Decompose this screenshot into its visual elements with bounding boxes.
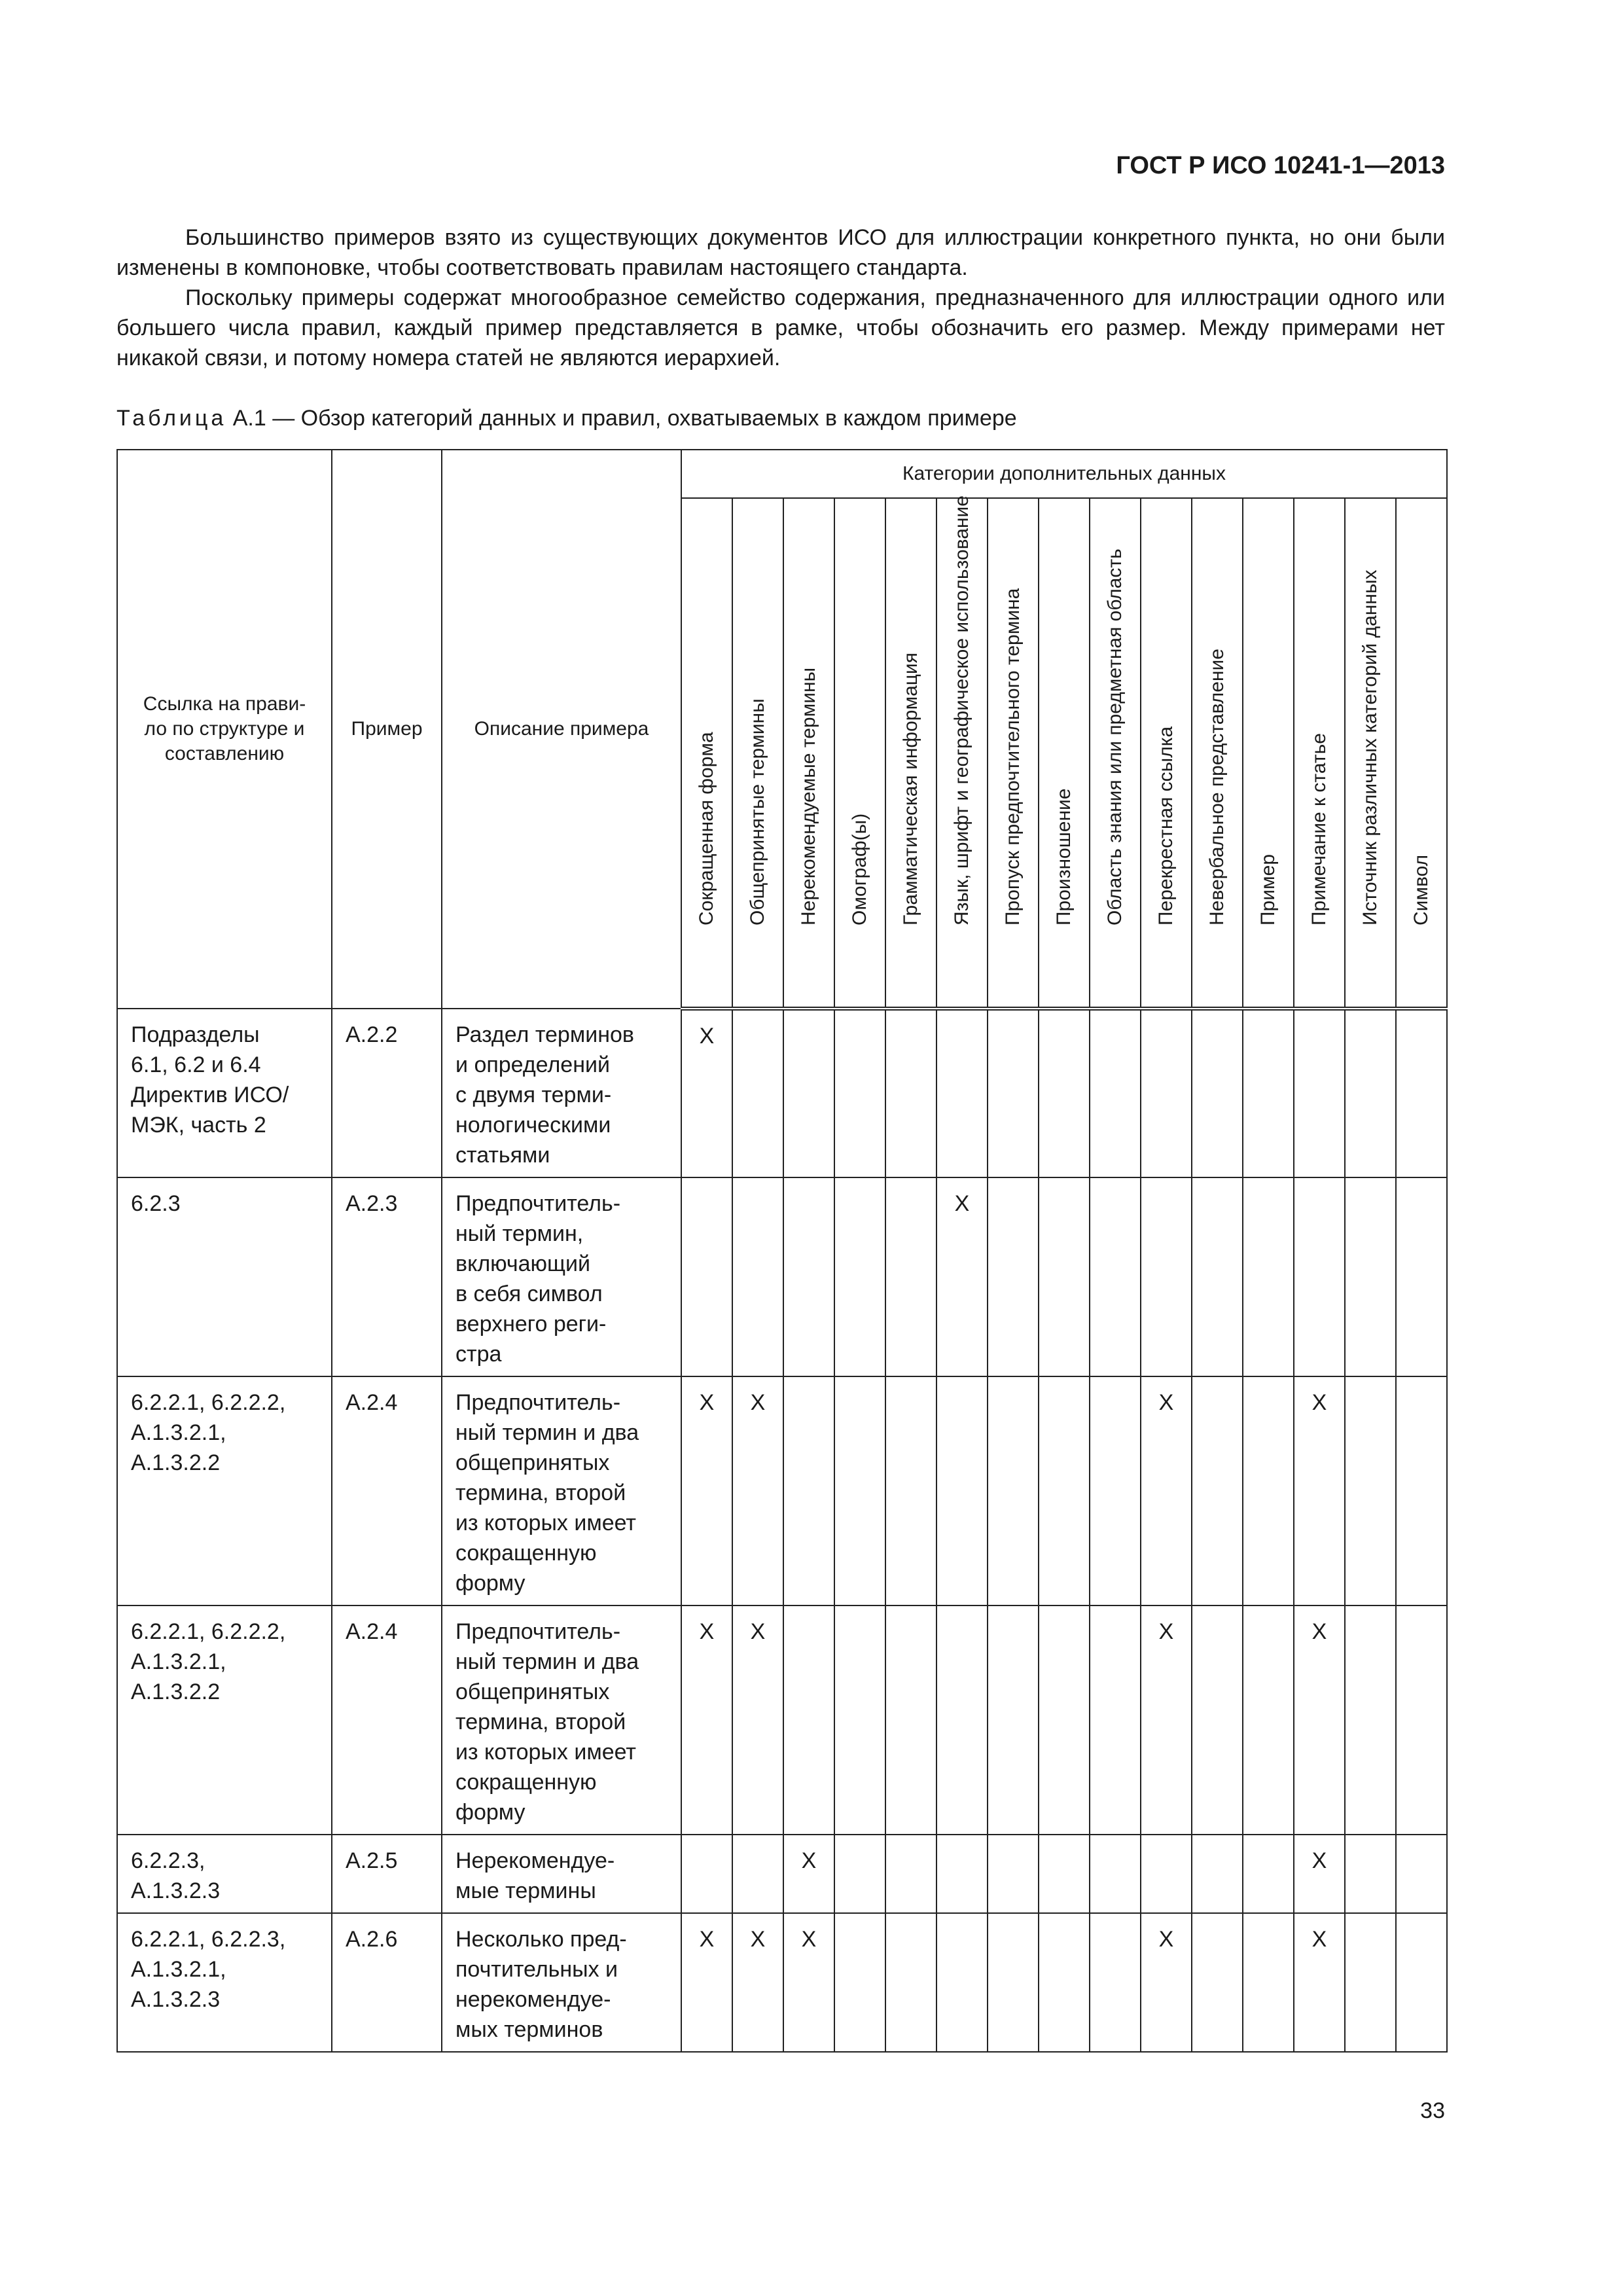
check-mark: X xyxy=(699,1619,715,1644)
category-mark-cell xyxy=(834,1177,885,1376)
cell-reference: Подразделы 6.1, 6.2 и 6.4 Директив ИСО/ МЭК, часть 2 xyxy=(117,1009,332,1177)
category-mark-cell xyxy=(1039,1605,1090,1835)
category-header-label: Пример xyxy=(1257,854,1279,925)
category-mark-cell xyxy=(1141,1605,1192,1835)
table-row xyxy=(117,1177,1447,1376)
category-header-label: Грамматическая информация xyxy=(900,653,921,925)
category-mark-cell xyxy=(1243,1835,1294,1913)
category-mark-cell xyxy=(1141,1177,1192,1376)
table-caption xyxy=(116,406,1017,431)
category-mark-cell xyxy=(885,1835,936,1913)
category-mark-cell xyxy=(1345,1009,1396,1177)
category-mark-cell xyxy=(783,1835,834,1913)
cell-reference: 6.2.2.1, 6.2.2.2, А.1.3.2.1, А.1.3.2.2 xyxy=(117,1376,332,1605)
category-header xyxy=(783,498,834,1009)
intro-text xyxy=(116,223,1445,373)
category-mark-cell xyxy=(834,1605,885,1835)
category-header xyxy=(936,495,988,1009)
page-number: 33 xyxy=(1420,2098,1445,2123)
category-mark-cell xyxy=(834,1835,885,1913)
category-mark-cell xyxy=(1294,1177,1345,1376)
category-mark-cell xyxy=(885,1376,936,1605)
category-mark-cell xyxy=(1396,1177,1447,1376)
check-mark: X xyxy=(954,1191,970,1216)
category-header xyxy=(732,498,783,1009)
category-mark-cell xyxy=(1039,1376,1090,1605)
category-mark-cell xyxy=(1396,1009,1447,1177)
cell-description: Предпочтитель- ный термин и два общепринятых термина, второй из которых имеет сокращенную форму xyxy=(442,1376,681,1605)
category-header xyxy=(1294,498,1345,1009)
column-group-header: Категории дополнительных данных xyxy=(681,450,1447,498)
category-header xyxy=(1039,498,1090,1009)
category-mark-cell xyxy=(1192,1376,1243,1605)
category-mark-cell xyxy=(1039,1009,1090,1177)
check-mark: X xyxy=(750,1619,766,1644)
category-mark-cell xyxy=(1039,1835,1090,1913)
category-header xyxy=(1243,498,1294,1009)
category-mark-cell xyxy=(1039,1177,1090,1376)
check-mark: X xyxy=(1311,1848,1327,1873)
category-mark-cell xyxy=(988,1835,1039,1913)
table-row xyxy=(117,1913,1447,2052)
categories-table xyxy=(116,449,1448,2053)
category-mark-cell xyxy=(1345,1835,1396,1913)
category-mark-cell xyxy=(988,1605,1039,1835)
category-mark-cell xyxy=(1039,1913,1090,2052)
cell-description: Предпочтитель- ный термин, включающий в себя символ верхнего реги- стра xyxy=(442,1177,681,1376)
category-header-label: Перекрестная ссылка xyxy=(1155,726,1177,925)
category-mark-cell xyxy=(1141,1913,1192,2052)
category-mark-cell xyxy=(1396,1605,1447,1835)
category-mark-cell xyxy=(681,1376,732,1605)
cell-reference: 6.2.2.1, 6.2.2.3, А.1.3.2.1, А.1.3.2.3 xyxy=(117,1913,332,2052)
category-mark-cell xyxy=(885,1605,936,1835)
category-mark-cell xyxy=(1141,1009,1192,1177)
category-mark-cell xyxy=(732,1376,783,1605)
category-mark-cell xyxy=(834,1913,885,2052)
category-mark-cell xyxy=(936,1835,988,1913)
category-mark-cell xyxy=(1090,1835,1141,1913)
category-mark-cell xyxy=(936,1605,988,1835)
category-mark-cell xyxy=(783,1376,834,1605)
category-mark-cell xyxy=(936,1376,988,1605)
cell-example: А.2.3 xyxy=(332,1177,442,1376)
category-mark-cell xyxy=(1345,1605,1396,1835)
category-mark-cell xyxy=(1294,1605,1345,1835)
category-mark-cell xyxy=(1090,1376,1141,1605)
category-mark-cell xyxy=(834,1009,885,1177)
category-mark-cell xyxy=(1294,1913,1345,2052)
category-mark-cell xyxy=(988,1177,1039,1376)
category-mark-cell xyxy=(885,1913,936,2052)
column-header-reference: Ссылка на прави- ло по структуре и составлению xyxy=(117,450,332,1009)
category-header xyxy=(1141,498,1192,1009)
category-header xyxy=(834,498,885,1009)
category-mark-cell xyxy=(1090,1913,1141,2052)
category-header-label: Сокращенная форма xyxy=(696,732,717,925)
category-mark-cell xyxy=(834,1376,885,1605)
table-caption-text: А.1 — Обзор категорий данных и правил, охватываемых в каждом примере xyxy=(226,406,1017,431)
check-mark: X xyxy=(1158,1927,1174,1952)
category-mark-cell xyxy=(1396,1376,1447,1605)
category-mark-cell xyxy=(732,1177,783,1376)
cell-reference: 6.2.3 xyxy=(117,1177,332,1376)
category-mark-cell xyxy=(1345,1177,1396,1376)
category-header-label: Произношение xyxy=(1053,788,1075,925)
category-header xyxy=(1090,498,1141,1009)
category-mark-cell xyxy=(988,1009,1039,1177)
category-mark-cell xyxy=(1294,1835,1345,1913)
category-header xyxy=(681,498,732,1009)
category-mark-cell xyxy=(732,1009,783,1177)
category-mark-cell xyxy=(1141,1835,1192,1913)
check-mark: X xyxy=(699,1024,715,1049)
category-mark-cell xyxy=(732,1605,783,1835)
table-row xyxy=(117,1009,1447,1177)
category-mark-cell xyxy=(783,1913,834,2052)
intro-paragraph-2: Поскольку примеры содержат многообразное семейство содержания, предназначенного для иллюстрации одного или большего числа правил, каждый пример представляется в рамке, чтобы обозначить его размер. Между примерами нет никакой связи, и потому номера статей не являются иерархией. xyxy=(116,285,1445,370)
category-mark-cell xyxy=(936,1177,988,1376)
category-mark-cell xyxy=(1345,1913,1396,2052)
category-mark-cell xyxy=(1243,1177,1294,1376)
category-mark-cell xyxy=(1192,1913,1243,2052)
category-header-label: Источник различных категорий данных xyxy=(1359,569,1381,925)
category-mark-cell xyxy=(681,1605,732,1835)
category-mark-cell xyxy=(1192,1009,1243,1177)
category-header-label: Невербальное представление xyxy=(1206,649,1228,925)
category-mark-cell xyxy=(1192,1177,1243,1376)
category-mark-cell xyxy=(1243,1605,1294,1835)
cell-description: Предпочтитель- ный термин и два общепринятых термина, второй из которых имеет сокращенную форму xyxy=(442,1605,681,1835)
cell-description: Раздел терминов и определений с двумя терми- нологическими статьями xyxy=(442,1009,681,1177)
category-mark-cell xyxy=(1090,1177,1141,1376)
category-header xyxy=(885,498,936,1009)
category-header-label: Область знания или предметная область xyxy=(1104,548,1126,925)
category-mark-cell xyxy=(1090,1605,1141,1835)
intro-paragraph-1: Большинство примеров взято из существующих документов ИСО для иллюстрации конкретного пункта, но они были изменены в компоновке, чтобы соответствовать правилам настоящего стандарта. xyxy=(116,225,1445,280)
category-mark-cell xyxy=(1192,1835,1243,1913)
category-mark-cell xyxy=(783,1605,834,1835)
category-header xyxy=(1396,498,1447,1009)
category-mark-cell xyxy=(885,1177,936,1376)
check-mark: X xyxy=(750,1927,766,1952)
category-mark-cell xyxy=(783,1177,834,1376)
category-mark-cell xyxy=(1243,1913,1294,2052)
category-header-label: Язык, шрифт и географическое использование xyxy=(951,495,972,925)
category-header xyxy=(988,498,1039,1009)
category-mark-cell xyxy=(732,1835,783,1913)
category-mark-cell xyxy=(1141,1376,1192,1605)
category-mark-cell xyxy=(1090,1009,1141,1177)
cell-example: А.2.4 xyxy=(332,1605,442,1835)
category-mark-cell xyxy=(681,1913,732,2052)
category-mark-cell xyxy=(1192,1605,1243,1835)
table-caption-word: Таблица xyxy=(116,406,227,431)
category-header xyxy=(1192,498,1243,1009)
column-header-example: Пример xyxy=(332,450,442,1009)
table-row xyxy=(117,1376,1447,1605)
table-row xyxy=(117,1835,1447,1913)
table-row xyxy=(117,1605,1447,1835)
cell-example: А.2.5 xyxy=(332,1835,442,1913)
cell-reference: 6.2.2.3, А.1.3.2.3 xyxy=(117,1835,332,1913)
category-mark-cell xyxy=(1294,1376,1345,1605)
document-number-header: ГОСТ Р ИСО 10241-1—2013 xyxy=(1116,152,1445,179)
category-mark-cell xyxy=(681,1835,732,1913)
category-header-label: Омограф(ы) xyxy=(849,813,870,925)
category-header xyxy=(1345,498,1396,1009)
category-header-label: Символ xyxy=(1410,854,1433,925)
check-mark: X xyxy=(1158,1619,1174,1644)
cell-example: А.2.6 xyxy=(332,1913,442,2052)
check-mark: X xyxy=(1311,1927,1327,1952)
column-header-description: Описание примера xyxy=(442,450,681,1009)
category-mark-cell xyxy=(681,1177,732,1376)
category-mark-cell xyxy=(1396,1913,1447,2052)
check-mark: X xyxy=(699,1927,715,1952)
check-mark: X xyxy=(1311,1619,1327,1644)
check-mark: X xyxy=(801,1927,817,1952)
category-mark-cell xyxy=(1396,1835,1447,1913)
category-mark-cell xyxy=(988,1913,1039,2052)
category-mark-cell xyxy=(1345,1376,1396,1605)
category-mark-cell xyxy=(732,1913,783,2052)
category-mark-cell xyxy=(1243,1376,1294,1605)
check-mark: X xyxy=(801,1848,817,1873)
cell-description: Несколько пред- почтительных и нерекомендуе- мых терминов xyxy=(442,1913,681,2052)
check-mark: X xyxy=(699,1390,715,1415)
cell-description: Нерекомендуе- мые термины xyxy=(442,1835,681,1913)
category-mark-cell xyxy=(681,1009,732,1177)
cell-example: А.2.4 xyxy=(332,1376,442,1605)
category-header-label: Пропуск предпочтительного термина xyxy=(1002,588,1024,925)
category-header-label: Нерекомендуемые термины xyxy=(798,667,819,925)
category-header-label: Общепринятые термины xyxy=(747,698,768,925)
check-mark: X xyxy=(750,1390,766,1415)
category-mark-cell xyxy=(988,1376,1039,1605)
category-mark-cell xyxy=(885,1009,936,1177)
check-mark: X xyxy=(1311,1390,1327,1415)
category-mark-cell xyxy=(936,1913,988,2052)
check-mark: X xyxy=(1158,1390,1174,1415)
cell-example: А.2.2 xyxy=(332,1009,442,1177)
category-mark-cell xyxy=(783,1009,834,1177)
cell-reference: 6.2.2.1, 6.2.2.2, А.1.3.2.1, А.1.3.2.2 xyxy=(117,1605,332,1835)
category-mark-cell xyxy=(1294,1009,1345,1177)
category-mark-cell xyxy=(1243,1009,1294,1177)
category-header-label: Примечание к статье xyxy=(1308,733,1330,925)
category-mark-cell xyxy=(936,1009,988,1177)
